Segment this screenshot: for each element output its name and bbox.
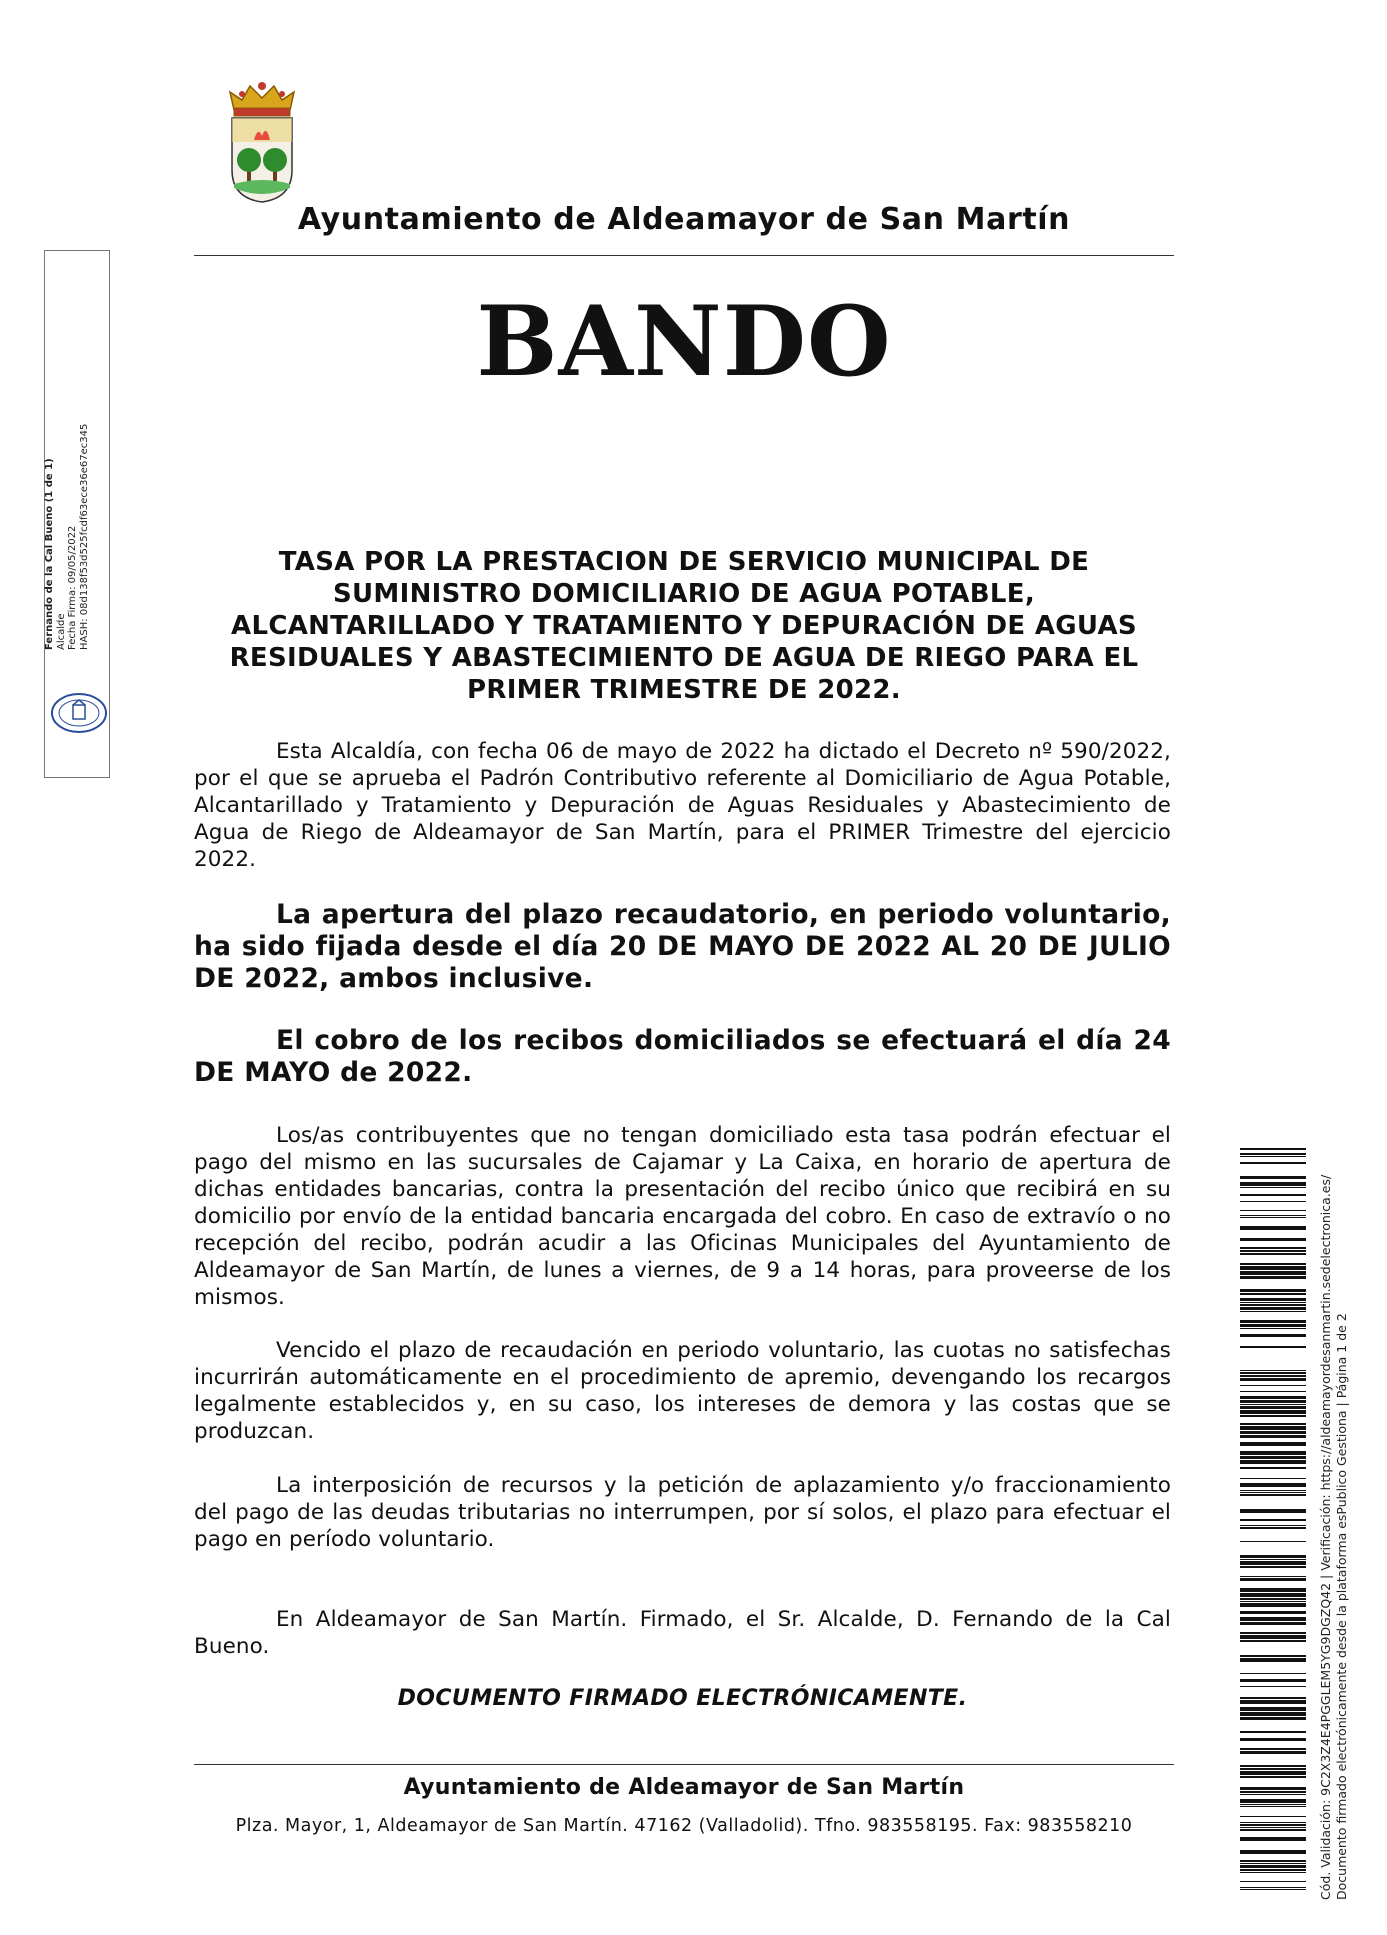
barcode-bar — [1240, 1707, 1306, 1711]
barcode-bar — [1240, 1194, 1306, 1196]
barcode-bar — [1240, 1492, 1306, 1493]
decree-paragraph: Esta Alcaldía, con fecha 06 de mayo de 2022 ha dictado el Decreto nº 590/2022, por el que se aprueba el Padrón Contributivo referente al Domiciliario de Agua Potable, Alcantarillado y Tratamiento y Depuración de Aguas Residuales y Abastecimiento de Agua de Riego de Aldeamayor de San Martín, para el PRIMER Trimestre del ejercicio 2022. — [194, 739, 1171, 872]
barcode-bar — [1240, 1385, 1306, 1386]
footer-rule — [194, 1764, 1174, 1765]
signature-details — [44, 230, 104, 650]
barcode-bar — [1240, 1519, 1306, 1521]
barcode-bar — [1240, 1271, 1306, 1275]
barcode-bar — [1240, 1804, 1306, 1805]
page-title: BANDO — [476, 285, 892, 398]
barcode-bar — [1240, 1776, 1306, 1778]
barcode-bar — [1240, 1201, 1306, 1202]
barcode-bar — [1240, 1423, 1306, 1425]
barcode-bar — [1240, 1400, 1306, 1403]
barcode-bar — [1240, 1816, 1306, 1817]
barcode-bar — [1240, 1700, 1306, 1704]
header-rule — [194, 255, 1174, 256]
barcode-bar — [1240, 1889, 1306, 1890]
barcode-bar — [1240, 1156, 1306, 1157]
barcode-bar — [1240, 1302, 1306, 1303]
barcode-bar — [1240, 1824, 1306, 1826]
barcode-bar — [1240, 1617, 1306, 1621]
barcode-bar — [1240, 1406, 1306, 1409]
subject-line: PRIMER TRIMESTRE DE 2022. — [467, 675, 901, 705]
barcode-bar — [1240, 1410, 1306, 1414]
verification-line: Cód. Validación: 9C2X3Z4E4PGGLEM5YG9DGZQ42 | Verificación: https://aldeamayordesanmartin.sedelectronica.es/ — [1318, 1174, 1333, 1900]
barcode-bar — [1240, 1751, 1306, 1754]
barcode-bar — [1240, 1404, 1306, 1405]
header-title: Ayuntamiento de Aldeamayor de San Martín — [297, 202, 1071, 237]
barcode-bar — [1240, 1566, 1306, 1568]
barcode-bar — [1240, 1328, 1306, 1329]
verification-text — [1318, 1130, 1358, 1900]
signer-role: Alcalde — [55, 613, 67, 650]
barcode-bar — [1240, 1829, 1306, 1831]
barcode-bar — [1240, 1697, 1306, 1699]
barcode-bar — [1240, 1176, 1306, 1179]
municipal-coat-of-arms-icon — [224, 80, 300, 204]
barcode-bar — [1240, 1494, 1306, 1496]
barcode-bar — [1240, 1276, 1306, 1279]
barcode-bar — [1240, 1712, 1306, 1716]
barcode-bar — [1240, 1771, 1306, 1775]
barcode-bar — [1240, 1431, 1306, 1434]
barcode-bar — [1240, 1266, 1306, 1270]
barcode-bar — [1240, 1738, 1306, 1741]
barcode-bar — [1240, 1640, 1306, 1642]
barcode-bar — [1240, 1655, 1306, 1657]
barcode-bar — [1240, 1311, 1306, 1312]
barcode-bar — [1240, 1415, 1306, 1417]
footer-title: Ayuntamiento de Aldeamayor de San Martín — [403, 1775, 965, 1800]
barcode-bar — [1240, 1794, 1306, 1795]
barcode-bar — [1240, 1827, 1306, 1828]
late-payment-paragraph: Vencido el plazo de recaudación en periodo voluntario, las cuotas no satisfechas incurrirán automáticamente en el procedimiento de apremio, devengando los recargos legalmente establecidos y, en su caso, los intereses de demora y las costas que se produzcan. — [194, 1338, 1171, 1444]
barcode-bar — [1240, 1588, 1306, 1592]
footer-address: Plza. Mayor, 1, Aldeamayor de San Martín. 47162 (Valladolid). Tfno. 983558195. Fax: 983558210 — [235, 1816, 1133, 1836]
barcode-bar — [1240, 1632, 1306, 1634]
barcode-bar — [1240, 1182, 1306, 1186]
barcode-bar — [1240, 1822, 1306, 1823]
barcode-bar — [1240, 1435, 1306, 1438]
direct-debit-paragraph: El cobro de los recibos domiciliados se efectuará el día 24 DE MAYO de 2022. — [194, 1025, 1171, 1088]
barcode-bar — [1240, 1561, 1306, 1565]
barcode-bar — [1240, 1253, 1306, 1255]
subject-line: SUMINISTRO DOMICILIARIO DE AGUA POTABLE, — [332, 579, 1035, 609]
barcode-bar — [1240, 1307, 1306, 1310]
barcode-bar — [1240, 1478, 1306, 1479]
barcode-bar — [1240, 1372, 1306, 1374]
barcode-bar — [1240, 1320, 1306, 1323]
barcode-bar — [1240, 1622, 1306, 1625]
subject-line: ALCANTARILLADO Y TRATAMIENTO Y DEPURACIÓN DE AGUAS — [231, 611, 1137, 641]
barcode-bar — [1240, 1378, 1306, 1381]
subject-line: RESIDUALES Y ABASTECIMIENTO DE AGUA DE RIEGO PARA EL — [229, 643, 1139, 673]
appeals-paragraph: La interposición de recursos y la petición de aplazamiento y/o fraccionamiento del pago de las deudas tributarias no interrumpen, por sí solos, el plazo para efectuar el pago en período voluntario. — [194, 1473, 1171, 1552]
barcode-bar — [1240, 1148, 1306, 1150]
barcode-bar — [1240, 1250, 1306, 1252]
barcode-bar — [1240, 1881, 1306, 1882]
barcode-bar — [1240, 1787, 1306, 1790]
verification-line: Documento firmado electrónicamente desde la plataforma esPublico Gestiona | Página 1 de 2 — [1334, 1313, 1349, 1900]
barcode-bar — [1240, 1238, 1306, 1241]
barcode-bar — [1240, 1460, 1306, 1464]
barcode-bar — [1240, 1298, 1306, 1301]
barcode-bar — [1240, 1426, 1306, 1430]
barcode-bar — [1240, 1555, 1306, 1558]
barcode-bar — [1240, 1768, 1306, 1770]
barcode-bar — [1240, 1887, 1306, 1888]
barcode-bar — [1240, 1799, 1306, 1803]
barcode-bar — [1240, 1748, 1306, 1750]
barcode-bar — [1240, 1451, 1306, 1455]
barcode-bar — [1240, 1324, 1306, 1327]
barcode-bar — [1240, 1559, 1306, 1560]
barcode-bar — [1240, 1635, 1306, 1639]
barcode-bar — [1240, 1679, 1306, 1682]
barcode-bar — [1240, 1850, 1306, 1854]
barcode-bar — [1240, 1860, 1306, 1862]
barcode-bar — [1240, 1162, 1306, 1164]
subject-heading — [194, 546, 1174, 706]
signature-date: Fecha Firma: 09/05/2022 — [67, 525, 78, 650]
barcode-bar — [1240, 1806, 1306, 1807]
barcode-bar — [1240, 1370, 1306, 1371]
barcode-bar — [1240, 1247, 1306, 1249]
barcode-bar — [1240, 1375, 1306, 1377]
barcode-bar — [1240, 1456, 1306, 1459]
barcode-bar — [1240, 1304, 1306, 1306]
barcode-bar — [1240, 1210, 1306, 1211]
official-seal-icon — [50, 692, 108, 734]
payment-period-paragraph: La apertura del plazo recaudatorio, en periodo voluntario, ha sido fijada desde el día 20 DE MAYO DE 2022 AL 20 DE JULIO DE 2022, ambos inclusive. — [194, 899, 1171, 994]
barcode-bar — [1240, 1509, 1306, 1513]
barcode-bar — [1240, 1483, 1306, 1487]
barcode-bar — [1240, 1601, 1306, 1602]
barcode-bar — [1240, 1525, 1306, 1526]
barcode-bar — [1240, 1765, 1306, 1767]
barcode-bar — [1240, 1396, 1306, 1399]
barcode-bar — [1240, 1527, 1306, 1529]
barcode-bar — [1240, 1289, 1306, 1292]
barcode-bar — [1240, 1215, 1306, 1216]
barcode-bar — [1240, 1217, 1306, 1218]
barcode-bar — [1240, 1153, 1306, 1155]
barcode-bar — [1240, 1334, 1306, 1337]
barcode-bar — [1240, 1578, 1306, 1581]
barcode-bar — [1240, 1226, 1306, 1230]
barcode-bar — [1240, 1731, 1306, 1733]
barcode-bar — [1240, 1467, 1306, 1469]
barcode-bar — [1240, 1593, 1306, 1597]
barcode-bar — [1240, 1837, 1306, 1841]
barcode-bar — [1240, 1872, 1306, 1873]
barcode-bar — [1240, 1791, 1306, 1793]
barcode-bar — [1240, 1603, 1306, 1607]
barcode-icon — [1240, 1148, 1306, 1898]
signer-name: Fernando de la Cal Bueno (1 de 1) — [44, 458, 55, 650]
signature-paragraph: En Aldeamayor de San Martín. Firmado, el Sr. Alcalde, D. Fernando de la Cal Bueno. — [194, 1607, 1171, 1659]
electronic-signature-notice: DOCUMENTO FIRMADO ELECTRÓNICAMENTE. — [397, 1686, 968, 1711]
barcode-bar — [1240, 1442, 1306, 1446]
barcode-bar — [1240, 1598, 1306, 1600]
barcode-bar — [1240, 1686, 1306, 1687]
barcode-bar — [1240, 1865, 1306, 1868]
barcode-bar — [1240, 1490, 1306, 1491]
barcode-bar — [1240, 1658, 1306, 1662]
barcode-bar — [1240, 1541, 1306, 1542]
barcode-bar — [1240, 1611, 1306, 1614]
barcode-bar — [1240, 1187, 1306, 1188]
barcode-bar — [1240, 1391, 1306, 1392]
barcode-bar — [1240, 1263, 1306, 1265]
signature-hash: HASH: 08d138f53d525fcdf63ece36e67ec345 — [78, 423, 90, 650]
barcode-bar — [1240, 1673, 1306, 1674]
barcode-bar — [1240, 1869, 1306, 1871]
barcode-bar — [1240, 1863, 1306, 1864]
payment-locations-paragraph: Los/as contribuyentes que no tengan domiciliado esta tasa podrán efectuar el pago del mismo en las sucursales de Cajamar y La Caixa, en horario de apertura de dichas entidades bancarias, contra la presentación del recibo único que recibirá en su domicilio por envío de la entidad bancaria encargada del cobro. En caso de extravío o no recepción del recibo, podrán acudir a las Oficinas Municipales del Ayuntamiento de Aldeamayor de San Martín, de lunes a viernes, de 9 a 14 horas, para proveerse de los mismos. — [194, 1123, 1171, 1310]
barcode-bar — [1240, 1576, 1306, 1577]
barcode-bar — [1240, 1346, 1306, 1348]
barcode-bar — [1240, 1717, 1306, 1720]
barcode-bar — [1240, 1293, 1306, 1295]
subject-line: TASA POR LA PRESTACION DE SERVICIO MUNICIPAL DE — [278, 547, 1090, 577]
